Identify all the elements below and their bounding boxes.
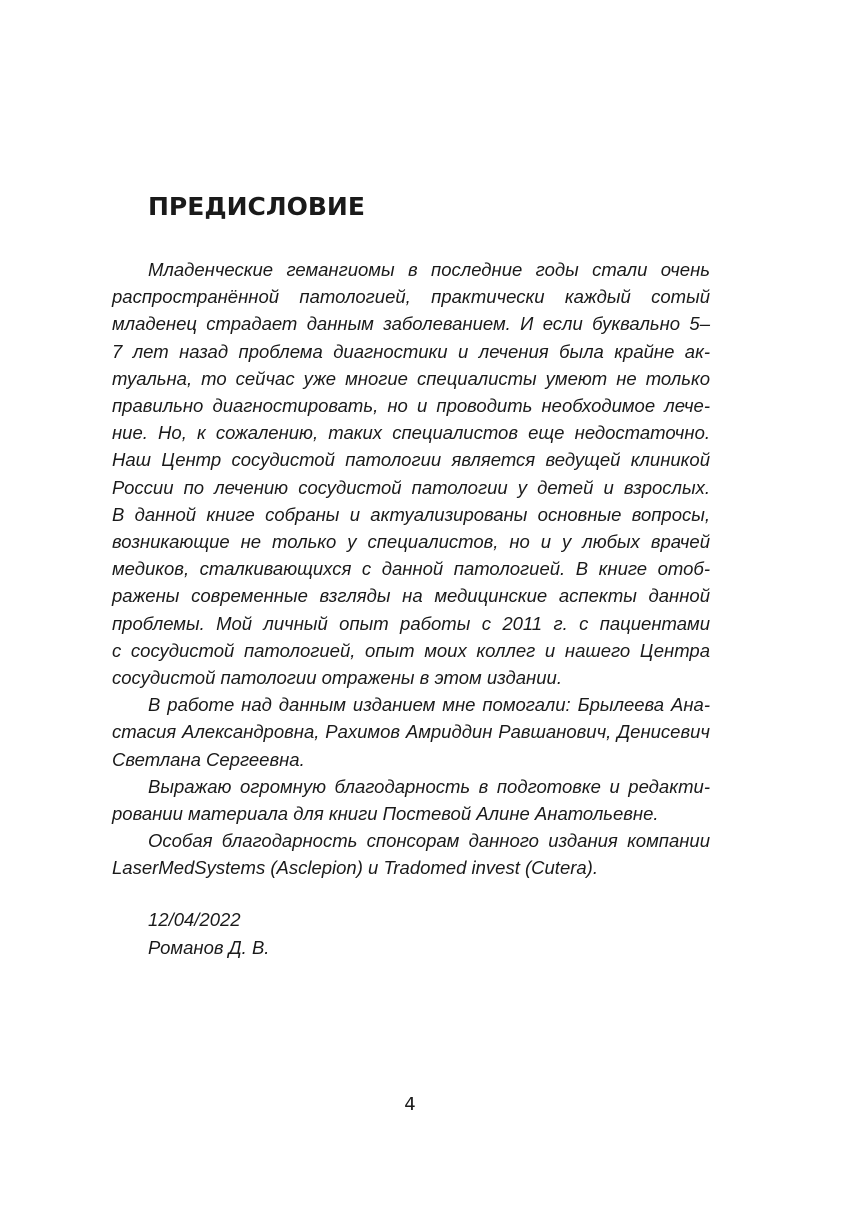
paragraph-sponsors [112, 827, 710, 881]
text-line: распространённой патологией, практически каждый сотый [112, 286, 710, 308]
text-line: ражены современные взгляды на медицинские аспекты данной [112, 585, 710, 607]
signature-author: Романов Д. В. [148, 936, 270, 958]
text-line: Светлана Сергеевна. [112, 748, 305, 770]
text-line: В работе над данным изданием мне помогали: Брылеева Ана- [148, 694, 710, 716]
text-line: проблемы. Мой личный опыт работы с 2011 г. с пациентами [112, 612, 710, 634]
text-line: Младенческие гемангиомы в последние годы стали очень [148, 259, 710, 280]
page-title: ПРЕДИСЛОВИЕ [148, 192, 365, 221]
paragraph-intro [112, 256, 710, 691]
text-line: возникающие не только у специалистов, но и у любых врачей [112, 531, 710, 553]
text-line: 7 лет назад проблема диагностики и лечения была крайне ак- [112, 340, 710, 362]
signature-block [148, 906, 269, 961]
text-line: с сосудистой патологией, опыт моих коллег и нашего Центра [112, 639, 710, 661]
text-line: младенец страдает данным заболеванием. И если буквально 5– [112, 313, 710, 335]
text-line: ние. Но, к сожалению, таких специалистов еще недостаточно. [112, 422, 710, 444]
text-line: Наш Центр сосудистой патологии является ведущей клиникой [112, 449, 710, 471]
preface-body [112, 256, 710, 882]
text-line: сосудистой патологии отражены в этом издании. [112, 667, 562, 689]
text-line: туальна, то сейчас уже многие специалисты умеют не только [112, 367, 710, 389]
signature-date: 12/04/2022 [148, 909, 241, 930]
text-line: стасия Александровна, Рахимов Амриддин Равшанович, Денисевич [112, 721, 710, 743]
text-line: ровании материала для книги Постевой Алине Анатольевне. [112, 803, 659, 825]
text-line: Выражаю огромную благодарность в подготовке и редакти- [148, 775, 710, 797]
text-line: России по лечению сосудистой патологии у детей и взрослых. [112, 476, 710, 498]
text-line: В данной книге собраны и актуализированы основные вопросы, [112, 503, 710, 525]
paragraph-helpers [112, 691, 710, 773]
text-line: медиков, сталкивающихся с данной патологией. В книге отоб- [112, 558, 710, 580]
page-number: 4 [404, 1094, 416, 1115]
text-line: LaserMedSystems (Asclepion) и Tradomed invest (Cutera). [112, 857, 598, 879]
text-line: правильно диагностировать, но и проводить необходимое лече- [112, 395, 710, 417]
paragraph-gratitude [112, 773, 710, 827]
text-line: Особая благодарность спонсорам данного издания компании [148, 830, 710, 852]
